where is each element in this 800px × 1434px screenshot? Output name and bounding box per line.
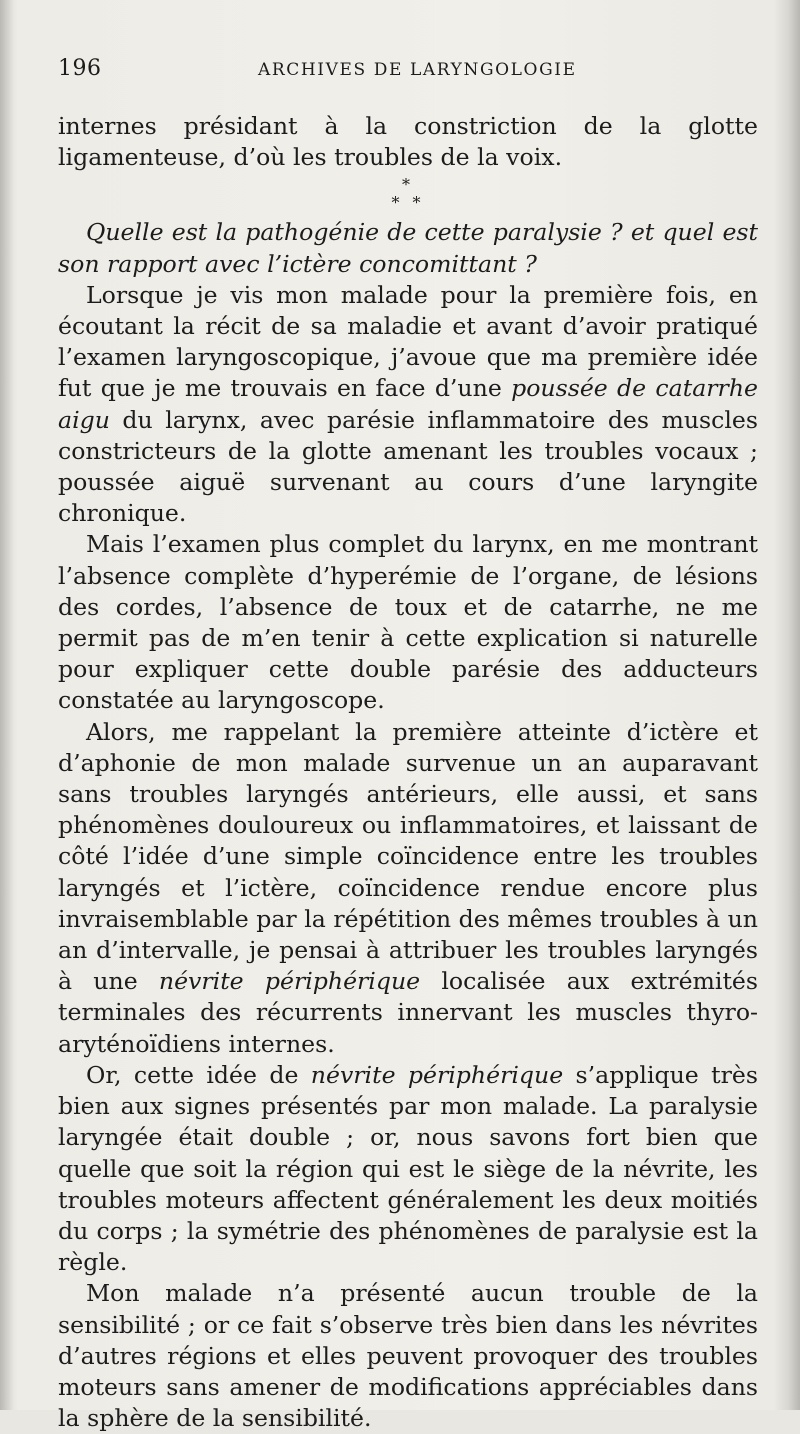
paragraph-3-text-a: Alors, me rappelant la première atteinte d’ictère et d’aphonie de mon malade survenue un an auparavant sans troubles laryngés antérieurs, elle aussi, et sans phénomènes douloureux ou inflammatoires, et laissant de côté l’idée d’une simple coïncidence entre les troubles laryngés et l’ictère, coïncidence rendue encore plus invraisemblable par la répétition des mêmes troubles à un an d’intervalle, je pensai à attribuer les troubles laryngés à une [58, 717, 758, 996]
paragraph-1-text-b: du larynx, avec parésie inflammatoire des muscles constricteurs de la glotte amenant les troubles vocaux ; poussée aiguë survenant au cours d’une laryngite chronique. [58, 405, 758, 528]
paragraph-1-italic: poussée de catarrhe aigu [58, 374, 758, 434]
paragraph-5: Mon malade n’a présenté aucun trouble de la sensibilité ; or ce fait s’observe très bien dans les névrites d’autres régions et elles peuvent provoquer des troubles moteurs sans amener de modifications appréciables dans la sphère de la sensibilité. [58, 1279, 758, 1433]
paragraph-4-italic: névrite périphérique [310, 1060, 564, 1089]
paragraph-4-text-a: Or, cette idée de [86, 1060, 311, 1089]
paragraph-continuation: internes présidant à la constriction de la glotte ligamenteuse, d’où les troubles de la voix. [58, 112, 758, 172]
page-gutter-shadow [0, 0, 14, 1410]
paragraph-3 [58, 717, 758, 1060]
asterism-bottom: * * [391, 193, 425, 213]
paragraph-4-text-b: s’applique très bien aux signes présentés par mon malade. La paralysie laryngée était double ; or, nous savons fort bien que quelle que soit la région qui est le siège de la névrite, les troubles moteurs affectent généralement les deux moitiés du corps ; la symétrie des phénomènes de paralysie est la règle. [58, 1060, 758, 1277]
paragraph-3-text-b: localisée aux extrémités terminales des récurrents innervant les muscles thyro-aryténoïdiens internes. [58, 967, 759, 1058]
paragraph-1-text-a: Lorsque je vis mon malade pour la première fois, en écoutant la récit de sa maladie et avant d’avoir pratiqué l’examen laryngoscopique, j’avoue que ma première idée fut que je me trouvais en face d’une [58, 280, 758, 403]
paragraph-1 [58, 280, 758, 530]
paragraph-4 [58, 1060, 758, 1278]
paragraph-2: Mais l’examen plus complet du larynx, en me montrant l’absence complète d’hyperémie de l’organe, de lésions des cordes, l’absence de toux et de catarrhe, ne me permit pas de m’en tenir à cette explication si naturelle pour expliquer cette double parésie des adducteurs constatée au laryngoscope. [58, 530, 758, 715]
paragraph-3-italic: névrite périphérique [158, 967, 421, 996]
page-header [58, 56, 758, 90]
section-question: Quelle est la pathogénie de cette paralysie ? et quel est son rapport avec l’ictère concomittant ? [58, 218, 758, 278]
body-text [58, 111, 758, 1434]
running-head: ARCHIVES DE LARYNGOLOGIE [258, 60, 577, 80]
asterism-top: * [402, 175, 414, 195]
page-edge-shadow [774, 0, 800, 1410]
page-number: 196 [58, 56, 102, 81]
